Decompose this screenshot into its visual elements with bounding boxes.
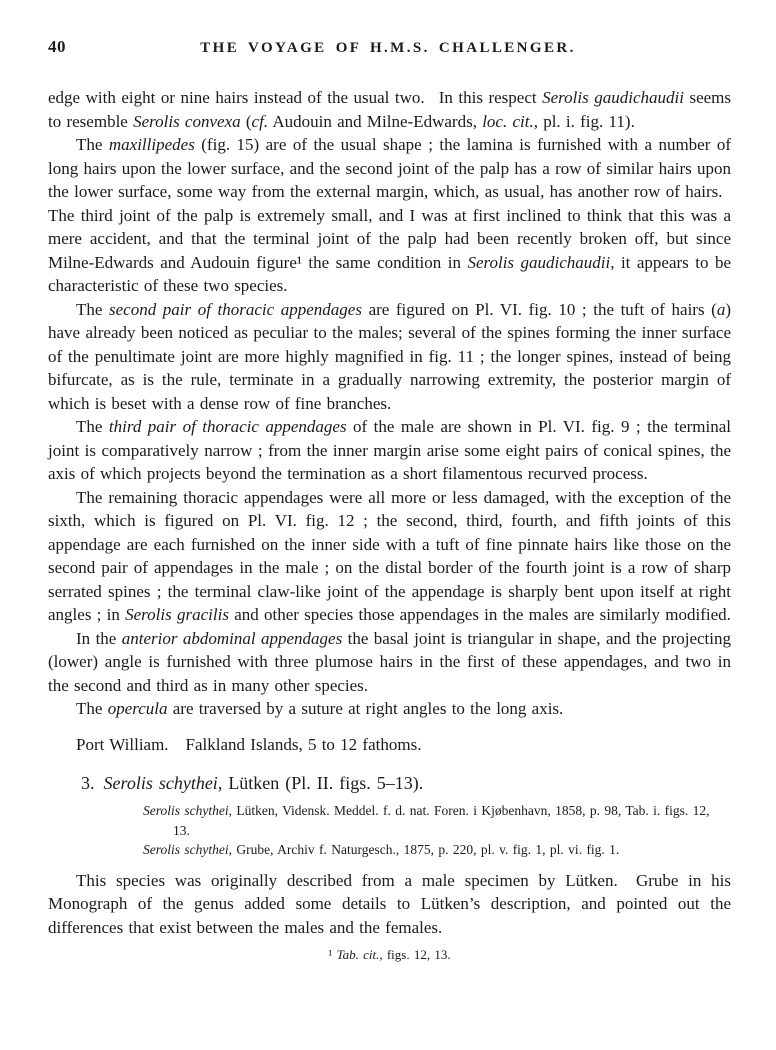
body-paragraph: The remaining thoracic appendages were all more or less damaged, with the exception of the sixth, which is figured on Pl. VI. fig. 12 ; the second, third, fourth, and fifth joints of this appendage are each furnished on the inner side with a tuft of fine pinnate hairs like those on the second pair of appendages in the male ; on the distal border of the fourth joint is a row of sharp serrated spines ; the terminal claw-like joint of the appendage is sharply bent upon itself at right angles ; in Serolis gracilis and other species those appendages in the males are similarly modified. [48, 487, 731, 624]
body-paragraph: The opercula are traversed by a suture at right angles to the long axis. [76, 699, 564, 718]
page-header [0, 0, 776, 59]
italic-text: Serolis schythei [143, 803, 229, 818]
body-paragraph: The maxillipedes (fig. 15) are of the usual shape ; the lamina is furnished with a number of long hairs upon the lower surface, and the second joint of the palp has a row of similar hairs upon the lower surface, some way from the external margin, which, as usual, has another row of hairs. The third joint of the palp is extremely small, and I was at first inclined to think that this was a mere accident, and that the terminal joint of the palp had been recently broken off, but since Milne-Edwards and Audouin figure¹ the same condition in Serolis gaudichaudii, it appears to be characteristic of these two species. [48, 135, 731, 295]
italic-text: maxillipedes [108, 135, 195, 154]
italic-text: third pair of thoracic appendages [108, 417, 347, 436]
page-body [48, 86, 731, 964]
body-paragraph: edge with eight or nine hairs instead of the usual two. In this respect Serolis gaudichaudii seems to resemble Serolis convexa (cf. Audouin and Milne-Edwards, loc. cit., pl. i. fig. 11). [48, 88, 732, 131]
italic-text: loc. cit. [482, 111, 534, 131]
italic-text: Serolis schythei [143, 842, 229, 857]
synonymy-entry: Serolis schythei, Lütken, Vidensk. Meddel. f. d. nat. Foren. i Kjøbenhavn, 1858, p. 98, Tab. i. figs. 12, 13. [143, 803, 710, 838]
species-heading: 3. Serolis schythei, Lütken (Pl. II. figs. 5–13). [81, 773, 424, 793]
body-paragraph: In the anterior abdominal appendages the basal joint is triangular in shape, and the projecting (lower) angle is furnished with three plumose hairs in the first of these appendages, and two in the second and third as in many other species. [48, 628, 731, 695]
body-paragraph: This species was originally described from a male specimen by Lütken. Grube in his Monograph of the genus added some details to Lütken’s description, and pointed out the differences that exist between the males and the females. [48, 870, 731, 937]
synonymy-block [143, 801, 721, 860]
italic-text: opercula [107, 699, 168, 718]
italic-text: second pair of thoracic appendages [109, 299, 362, 319]
synonymy-entry: Serolis schythei, Grube, Archiv f. Naturgesch., 1875, p. 220, pl. v. fig. 1, pl. vi. fig. 1. [143, 842, 620, 857]
page-number: 40 [48, 37, 66, 56]
running-title: THE VOYAGE OF H.M.S. CHALLENGER. [200, 40, 576, 56]
italic-text: Serolis convexa [133, 111, 241, 131]
body-paragraph: The second pair of thoracic appendages are figured on Pl. VI. fig. 10 ; the tuft of hairs (a) have already been noticed as peculiar to the males; several of the spines forming the inner surface of the penultimate joint are more highly magnified in fig. 11 ; the longer spines, instead of being bifurcate, as is the rule, terminate in a gradually narrowing extremity, the posterior margin of which is beset with a dense row of fine branches. [48, 299, 731, 413]
locality-line: Port William. Falkland Islands, 5 to 12 fathoms. [76, 734, 422, 754]
footnote: ¹ Tab. cit., figs. 12, 13. [328, 947, 451, 962]
italic-text: Tab. cit. [336, 947, 380, 962]
italic-text: Serolis gaudichaudii [467, 252, 611, 272]
body-paragraph: The third pair of thoracic appendages of the male are shown in Pl. VI. fig. 9 ; the terminal joint is comparatively narrow ; from the inner margin arise some eight pairs of conical spines, the axis of which projects beyond the termination as a short filamentous recurved process. [48, 417, 731, 483]
italic-text: a [716, 299, 726, 319]
italic-text: cf. [251, 111, 269, 131]
italic-text: anterior abdominal appendages [121, 628, 343, 648]
italic-text: Serolis schythei [103, 773, 218, 793]
italic-text: Serolis gaudichaudii [542, 88, 684, 107]
italic-text: Serolis gracilis [125, 605, 229, 624]
